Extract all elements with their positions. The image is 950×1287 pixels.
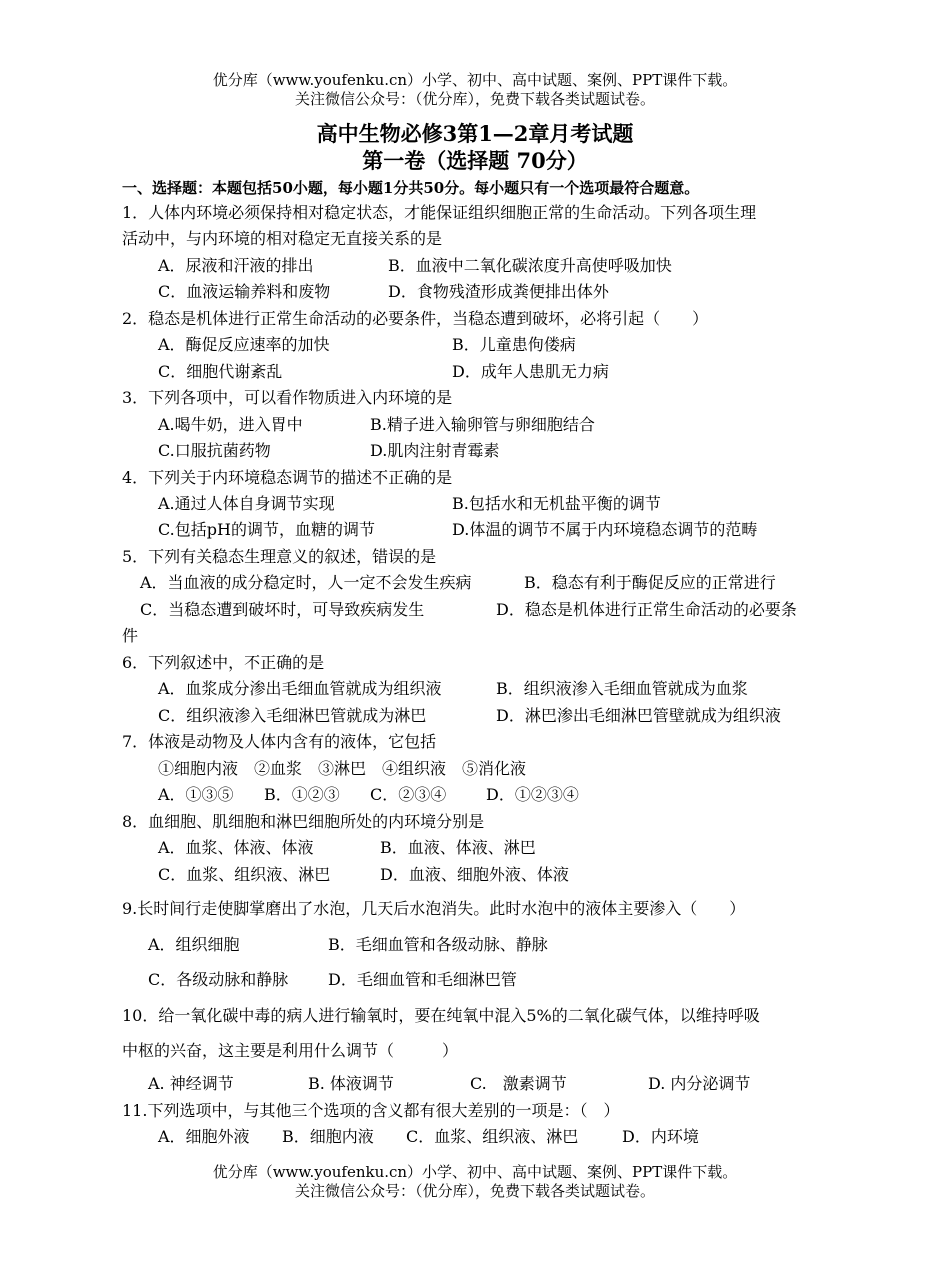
q6-option-a: A．血浆成分渗出毛细血管就成为组织液 [158, 679, 442, 698]
q10-option-b: B. 体液调节 [308, 1074, 394, 1093]
q5-option-d: D．稳态是机体进行正常生命活动的必要条 [496, 600, 797, 619]
q3-option-c: C.口服抗菌药物 [158, 441, 271, 460]
q8-option-b: B．血液、体液、淋巴 [380, 838, 536, 857]
q7-option-c: C．②③④ [370, 785, 447, 804]
q11-option-b: B．细胞内液 [282, 1127, 374, 1146]
q9-option-c: C．各级动脉和静脉 [148, 970, 289, 989]
q2-stem: 2．稳态是机体进行正常生命活动的必要条件，当稳态遭到破坏，必将引起（ ） [122, 309, 709, 328]
q10-option-d: D. 内分泌调节 [648, 1074, 751, 1093]
q8-option-c: C．血浆、组织液、淋巴 [158, 865, 331, 884]
q3-option-a: A.喝牛奶，进入胃中 [158, 415, 303, 434]
q7-items: ①细胞内液 ②血浆 ③淋巴 ④组织液 ⑤消化液 [158, 759, 527, 778]
q6-stem: 6．下列叙述中，不正确的是 [122, 653, 325, 672]
q7-option-a: A．①③⑤ [158, 785, 234, 804]
q11-option-a: A．细胞外液 [158, 1127, 250, 1146]
q2-option-d: D．成年人患肌无力病 [452, 362, 609, 381]
q8-option-a: A．血浆、体液、体液 [158, 838, 314, 857]
header-line-1: 优分库（www.youfenku.cn）小学、初中、高中试题、案例、PPT课件下载。 [212, 71, 738, 89]
q5-option-d-wrap: 件 [122, 626, 139, 645]
q9-option-b: B．毛细血管和各级动脉、静脉 [328, 935, 548, 954]
page-footer [0, 1163, 950, 1201]
q1-stem-line-1: 1．人体内环境必须保持相对稳定状态，才能保证组织细胞正常的生命活动。下列各项生理 [122, 203, 757, 222]
q3-stem: 3．下列各项中，可以看作物质进入内环境的是 [122, 388, 453, 407]
q7-stem: 7．体液是动物及人体内含有的液体，它包括 [122, 732, 437, 751]
q1-stem-line-2: 活动中，与内环境的相对稳定无直接关系的是 [122, 229, 443, 248]
q10-option-c: C. 激素调节 [470, 1074, 567, 1093]
q10-stem-line-1: 10．给一氧化碳中毒的病人进行输氧时，要在纯氧中混入5%的二氧化碳气体，以维持呼吸 [122, 1006, 760, 1025]
q3-option-b: B.精子进入输卵管与卵细胞结合 [370, 415, 595, 434]
q3-option-d: D.肌肉注射青霉素 [370, 441, 500, 460]
q10-option-a: A. 神经调节 [148, 1074, 234, 1093]
q6-option-b: B．组织液渗入毛细血管就成为血浆 [496, 679, 748, 698]
section-heading: 一、选择题：本题包括50小题，每小题1分共50分。每小题只有一个选项最符合题意。 [122, 179, 700, 197]
q6-option-d: D．淋巴渗出毛细淋巴管壁就成为组织液 [496, 706, 781, 725]
header-line-2: 关注微信公众号：（优分库），免费下载各类试题试卷。 [294, 90, 655, 108]
q7-option-b: B．①②③ [264, 785, 340, 804]
q1-option-b: B．血液中二氧化碳浓度升高使呼吸加快 [388, 256, 672, 275]
page-header [0, 71, 950, 109]
footer-line-2: 关注微信公众号：（优分库），免费下载各类试题试卷。 [294, 1182, 655, 1200]
q2-option-c: C．细胞代谢紊乱 [158, 362, 283, 381]
q1-option-c: C．血液运输养料和废物 [158, 282, 331, 301]
q5-option-a: A．当血液的成分稳定时，人一定不会发生疾病 [140, 573, 472, 592]
q4-stem: 4．下列关于内环境稳态调节的描述不正确的是 [122, 468, 453, 487]
q5-option-c: C．当稳态遭到破坏时，可导致疾病发生 [140, 600, 425, 619]
q4-option-d: D.体温的调节不属于内环境稳态调节的范畴 [452, 520, 758, 539]
q9-option-d: D．毛细血管和毛细淋巴管 [328, 970, 517, 989]
q7-option-d: D．①②③④ [486, 785, 579, 804]
q4-option-b: B.包括水和无机盐平衡的调节 [452, 494, 661, 513]
q1-option-d: D．食物残渣形成粪便排出体外 [388, 282, 609, 301]
exam-subtitle: 第一卷（选择题 70分） [362, 148, 588, 173]
q2-option-b: B．儿童患佝偻病 [452, 335, 576, 354]
q10-stem-line-2: 中枢的兴奋，这主要是利用什么调节（ ） [122, 1041, 459, 1060]
q9-option-a: A．组织细胞 [148, 935, 240, 954]
q11-option-d: D．内环境 [622, 1127, 699, 1146]
exam-title: 高中生物必修3第1—2章月考试题 [316, 121, 634, 146]
q8-option-d: D．血液、细胞外液、体液 [380, 865, 569, 884]
q9-stem: 9.长时间行走使脚掌磨出了水泡，几天后水泡消失。此时水泡中的液体主要渗入（ ） [122, 899, 746, 918]
q11-option-c: C．血浆、组织液、淋巴 [406, 1127, 579, 1146]
q11-stem: 11.下列选项中，与其他三个选项的含义都有很大差别的一项是：（ ） [122, 1101, 620, 1120]
q8-stem: 8．血细胞、肌细胞和淋巴细胞所处的内环境分别是 [122, 812, 485, 831]
q6-option-c: C．组织液渗入毛细淋巴管就成为淋巴 [158, 706, 427, 725]
q5-stem: 5．下列有关稳态生理意义的叙述，错误的是 [122, 547, 437, 566]
q4-option-c: C.包括pH的调节，血糖的调节 [158, 520, 375, 539]
footer-line-1: 优分库（www.youfenku.cn）小学、初中、高中试题、案例、PPT课件下载。 [212, 1163, 738, 1181]
q2-option-a: A．酶促反应速率的加快 [158, 335, 330, 354]
q4-option-a: A.通过人体自身调节实现 [158, 494, 335, 513]
q5-option-b: B．稳态有利于酶促反应的正常进行 [524, 573, 776, 592]
q1-option-a: A．尿液和汗液的排出 [158, 256, 314, 275]
